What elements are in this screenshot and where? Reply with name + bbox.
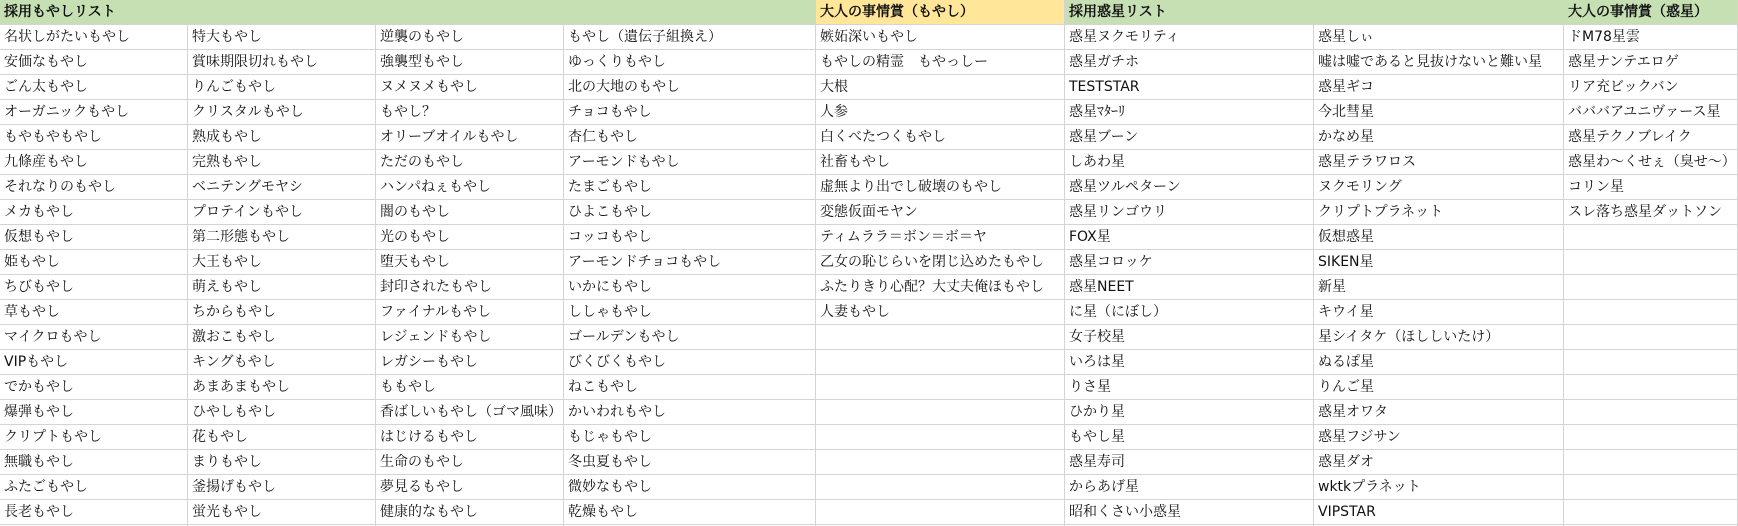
table-cell[interactable]: 釜揚げもやし bbox=[188, 475, 375, 500]
table-cell[interactable]: に星（にぼし） bbox=[1065, 300, 1313, 325]
table-cell[interactable]: 昭和くさい小惑星 bbox=[1065, 500, 1313, 525]
table-cell[interactable]: まりもやし bbox=[188, 450, 375, 475]
header-cell[interactable]: 採用もやしリスト bbox=[0, 0, 187, 25]
table-cell[interactable]: かいわれもやし bbox=[564, 400, 815, 425]
table-cell[interactable]: 激おこもやし bbox=[188, 325, 375, 350]
table-cell[interactable]: あまあまもやし bbox=[188, 375, 375, 400]
table-cell[interactable]: 惑星ガチホ bbox=[1065, 50, 1313, 75]
table-cell[interactable]: 惑星ﾏﾀｰﾘ bbox=[1065, 100, 1313, 125]
table-cell[interactable] bbox=[1564, 500, 1737, 525]
column-2 bbox=[188, 0, 376, 526]
table-cell[interactable]: りんごもやし bbox=[188, 75, 375, 100]
table-cell[interactable]: コッコもやし bbox=[564, 225, 815, 250]
table-cell[interactable] bbox=[1564, 450, 1737, 475]
header-cell[interactable]: 大人の事情賞（惑星） bbox=[1564, 0, 1737, 25]
table-cell[interactable]: キングもやし bbox=[188, 350, 375, 375]
table-cell[interactable] bbox=[1564, 350, 1737, 375]
column-7 bbox=[1314, 0, 1564, 526]
table-cell[interactable]: クリスタルもやし bbox=[188, 100, 375, 125]
table-cell[interactable]: はじけるもやし bbox=[376, 425, 563, 450]
column-1 bbox=[0, 0, 188, 526]
table-cell[interactable]: 乙女の恥じらいを閉じ込めたもやし bbox=[816, 250, 1064, 275]
table-cell[interactable]: 強襲型もやし bbox=[376, 50, 563, 75]
table-cell[interactable]: 堕天もやし bbox=[376, 250, 563, 275]
table-cell[interactable]: 光のもやし bbox=[376, 225, 563, 250]
table-cell[interactable]: 嘘は嘘であると見抜けないと難い星 bbox=[1314, 50, 1563, 75]
table-cell[interactable] bbox=[816, 450, 1064, 475]
table-cell[interactable]: もやし？ bbox=[376, 100, 563, 125]
table-cell[interactable]: 惑星しぃ bbox=[1314, 25, 1563, 50]
table-cell[interactable] bbox=[816, 375, 1064, 400]
table-cell[interactable]: ししゃもやし bbox=[564, 300, 815, 325]
header-cell[interactable] bbox=[1314, 0, 1563, 25]
table-cell[interactable]: 乾燥もやし bbox=[564, 500, 815, 525]
table-cell[interactable]: 大根 bbox=[816, 75, 1064, 100]
table-cell[interactable]: ただのもやし bbox=[376, 150, 563, 175]
table-cell[interactable]: 第二形態もやし bbox=[188, 225, 375, 250]
table-cell[interactable]: ぬるぽ星 bbox=[1314, 350, 1563, 375]
table-cell[interactable]: ちからもやし bbox=[188, 300, 375, 325]
table-cell[interactable]: しあわ星 bbox=[1065, 150, 1313, 175]
table-cell[interactable]: ヌメヌメもやし bbox=[376, 75, 563, 100]
table-cell[interactable]: コリン星 bbox=[1564, 175, 1737, 200]
table-cell[interactable]: 人妻もやし bbox=[816, 300, 1064, 325]
table-cell[interactable]: いかにもやし bbox=[564, 275, 815, 300]
table-cell[interactable]: 特大もやし bbox=[188, 25, 375, 50]
table-cell[interactable]: 惑星オワタ bbox=[1314, 400, 1563, 425]
table-cell[interactable]: 星シイタケ（ほししいたけ） bbox=[1314, 325, 1563, 350]
table-cell[interactable]: 変態仮面モヤン bbox=[816, 200, 1064, 225]
table-cell[interactable] bbox=[1564, 300, 1737, 325]
table-cell[interactable]: 闇のもやし bbox=[376, 200, 563, 225]
table-cell[interactable] bbox=[816, 400, 1064, 425]
table-cell[interactable]: チョコもやし bbox=[564, 100, 815, 125]
table-cell[interactable]: アーモンドチョコもやし bbox=[564, 250, 815, 275]
table-cell[interactable]: でかもやし bbox=[0, 375, 187, 400]
table-cell[interactable] bbox=[1564, 325, 1737, 350]
table-cell[interactable]: 冬虫夏もやし bbox=[564, 450, 815, 475]
table-cell[interactable]: 仮想惑星 bbox=[1314, 225, 1563, 250]
table-cell[interactable]: からあげ星 bbox=[1065, 475, 1313, 500]
table-cell[interactable]: オリーブオイルもやし bbox=[376, 125, 563, 150]
table-cell[interactable]: アーモンドもやし bbox=[564, 150, 815, 175]
table-cell[interactable] bbox=[1564, 400, 1737, 425]
header-cell[interactable] bbox=[188, 0, 375, 25]
table-cell[interactable]: 惑星ナンテエロゲ bbox=[1564, 50, 1737, 75]
table-cell[interactable] bbox=[1564, 475, 1737, 500]
table-cell[interactable]: 逆襲のもやし bbox=[376, 25, 563, 50]
table-cell[interactable]: リア充ビックバン bbox=[1564, 75, 1737, 100]
table-cell[interactable]: かなめ星 bbox=[1314, 125, 1563, 150]
table-cell[interactable] bbox=[1564, 425, 1737, 450]
table-cell[interactable]: ゴールデンもやし bbox=[564, 325, 815, 350]
table-cell[interactable]: もやもやもやし bbox=[0, 125, 187, 150]
table-cell[interactable]: もやし（遺伝子組換え） bbox=[564, 25, 815, 50]
table-cell[interactable]: FOX星 bbox=[1065, 225, 1313, 250]
table-cell[interactable]: りんご星 bbox=[1314, 375, 1563, 400]
table-cell[interactable]: バババアユニヴァース星 bbox=[1564, 100, 1737, 125]
table-cell[interactable]: 虚無より出でし破壊のもやし bbox=[816, 175, 1064, 200]
column-6 bbox=[1065, 0, 1314, 526]
table-cell[interactable] bbox=[816, 475, 1064, 500]
table-cell[interactable]: りさ星 bbox=[1065, 375, 1313, 400]
table-cell[interactable]: 惑星NEET bbox=[1065, 275, 1313, 300]
table-cell[interactable]: 九條産もやし bbox=[0, 150, 187, 175]
table-cell[interactable]: 生命のもやし bbox=[376, 450, 563, 475]
table-cell[interactable]: VIPもやし bbox=[0, 350, 187, 375]
table-cell[interactable]: ごん太もやし bbox=[0, 75, 187, 100]
table-cell[interactable]: 封印されたもやし bbox=[376, 275, 563, 300]
table-cell[interactable]: 香ばしいもやし（ゴマ風味） bbox=[376, 400, 563, 425]
column-8 bbox=[1564, 0, 1738, 526]
table-cell[interactable]: クリプトもやし bbox=[0, 425, 187, 450]
table-cell[interactable]: レガシーもやし bbox=[376, 350, 563, 375]
table-cell[interactable]: SIKEN星 bbox=[1314, 250, 1563, 275]
table-cell[interactable]: プロテインもやし bbox=[188, 200, 375, 225]
table-cell[interactable]: 嫉妬深いもやし bbox=[816, 25, 1064, 50]
table-cell[interactable]: 蛍光もやし bbox=[188, 500, 375, 525]
table-cell[interactable]: ベニテングモヤシ bbox=[188, 175, 375, 200]
table-cell[interactable]: 完熟もやし bbox=[188, 150, 375, 175]
table-cell[interactable]: ドM78星雲 bbox=[1564, 25, 1737, 50]
table-cell[interactable]: 熟成もやし bbox=[188, 125, 375, 150]
table-cell[interactable] bbox=[816, 500, 1064, 525]
table-cell[interactable]: 惑星コロッケ bbox=[1065, 250, 1313, 275]
table-cell[interactable]: 健康的なもやし bbox=[376, 500, 563, 525]
table-cell[interactable]: スレ落ち惑星ダットソン bbox=[1564, 200, 1737, 225]
table-cell[interactable]: もやしの精霊 もやっしー bbox=[816, 50, 1064, 75]
column-3 bbox=[376, 0, 564, 526]
table-cell[interactable]: たまごもやし bbox=[564, 175, 815, 200]
table-cell[interactable]: ももやし bbox=[376, 375, 563, 400]
table-cell[interactable]: 無職もやし bbox=[0, 450, 187, 475]
table-cell[interactable]: 杏仁もやし bbox=[564, 125, 815, 150]
table-cell[interactable]: 賞味期限切れもやし bbox=[188, 50, 375, 75]
table-cell[interactable]: 爆弾もやし bbox=[0, 400, 187, 425]
table-cell[interactable] bbox=[816, 425, 1064, 450]
table-cell[interactable]: それなりのもやし bbox=[0, 175, 187, 200]
table-cell[interactable]: 白くべたつくもやし bbox=[816, 125, 1064, 150]
table-cell[interactable]: ティムララ＝ボン＝ボ＝ヤ bbox=[816, 225, 1064, 250]
table-cell[interactable]: TESTSTAR bbox=[1065, 75, 1313, 100]
table-cell[interactable]: 姫もやし bbox=[0, 250, 187, 275]
table-cell[interactable]: wktkプラネット bbox=[1314, 475, 1563, 500]
table-cell[interactable]: ファイナルもやし bbox=[376, 300, 563, 325]
table-cell[interactable]: もやし星 bbox=[1065, 425, 1313, 450]
table-cell[interactable]: 今北彗星 bbox=[1314, 100, 1563, 125]
table-cell[interactable]: 惑星テクノブレイク bbox=[1564, 125, 1737, 150]
table-cell[interactable]: レジェンドもやし bbox=[376, 325, 563, 350]
table-cell[interactable] bbox=[1564, 225, 1737, 250]
header-cell[interactable] bbox=[376, 0, 563, 25]
table-cell[interactable]: キウイ星 bbox=[1314, 300, 1563, 325]
table-cell[interactable]: クリプトプラネット bbox=[1314, 200, 1563, 225]
table-cell[interactable]: ひやしもやし bbox=[188, 400, 375, 425]
table-cell[interactable]: 新星 bbox=[1314, 275, 1563, 300]
table-cell[interactable]: びくびくもやし bbox=[564, 350, 815, 375]
table-cell[interactable] bbox=[816, 325, 1064, 350]
table-cell[interactable] bbox=[1564, 275, 1737, 300]
table-cell[interactable]: メカもやし bbox=[0, 200, 187, 225]
table-cell[interactable]: オーガニックもやし bbox=[0, 100, 187, 125]
table-cell[interactable]: 惑星ギコ bbox=[1314, 75, 1563, 100]
table-cell[interactable]: ゆっくりもやし bbox=[564, 50, 815, 75]
table-cell[interactable]: 惑星ツルペターン bbox=[1065, 175, 1313, 200]
table-cell[interactable]: 社畜もやし bbox=[816, 150, 1064, 175]
table-cell[interactable]: 大王もやし bbox=[188, 250, 375, 275]
table-cell[interactable]: いろは星 bbox=[1065, 350, 1313, 375]
header-cell[interactable] bbox=[564, 0, 815, 25]
table-cell[interactable]: ひかり星 bbox=[1065, 400, 1313, 425]
table-cell[interactable] bbox=[816, 350, 1064, 375]
table-cell[interactable]: ちびもやし bbox=[0, 275, 187, 300]
table-cell[interactable]: 惑星フジサン bbox=[1314, 425, 1563, 450]
table-cell[interactable]: 安価なもやし bbox=[0, 50, 187, 75]
table-cell[interactable]: ねこもやし bbox=[564, 375, 815, 400]
column-5 bbox=[816, 0, 1065, 526]
table-cell[interactable]: VIPSTAR bbox=[1314, 500, 1563, 525]
table-cell[interactable] bbox=[1564, 250, 1737, 275]
table-cell[interactable]: 惑星リンゴウリ bbox=[1065, 200, 1313, 225]
table-cell[interactable]: 惑星ヌクモリティ bbox=[1065, 25, 1313, 50]
table-cell[interactable]: ハンパねぇもやし bbox=[376, 175, 563, 200]
table-cell[interactable]: 長老もやし bbox=[0, 500, 187, 525]
table-cell[interactable]: ふたりきり心配？大丈夫俺ほもやし bbox=[816, 275, 1064, 300]
header-cell[interactable]: 採用惑星リスト bbox=[1065, 0, 1313, 25]
table-cell[interactable] bbox=[1564, 375, 1737, 400]
column-4 bbox=[564, 0, 816, 526]
table-cell[interactable]: 北の大地のもやし bbox=[564, 75, 815, 100]
table-cell[interactable]: 惑星寿司 bbox=[1065, 450, 1313, 475]
table-cell[interactable]: ヌクモリング bbox=[1314, 175, 1563, 200]
table-cell[interactable]: 惑星わ～くせぇ（臭せ～） bbox=[1564, 150, 1737, 175]
table-cell[interactable]: 人参 bbox=[816, 100, 1064, 125]
table-cell[interactable]: 仮想もやし bbox=[0, 225, 187, 250]
table-cell[interactable]: マイクロもやし bbox=[0, 325, 187, 350]
table-cell[interactable]: 夢見るもやし bbox=[376, 475, 563, 500]
table-cell[interactable]: ふたごもやし bbox=[0, 475, 187, 500]
table-cell[interactable]: 草もやし bbox=[0, 300, 187, 325]
table-cell[interactable]: 萌えもやし bbox=[188, 275, 375, 300]
table-cell[interactable]: 名状しがたいもやし bbox=[0, 25, 187, 50]
table-cell[interactable]: 花もやし bbox=[188, 425, 375, 450]
table-cell[interactable]: 女子校星 bbox=[1065, 325, 1313, 350]
header-cell[interactable]: 大人の事情賞（もやし） bbox=[816, 0, 1064, 25]
table-cell[interactable]: 微妙なもやし bbox=[564, 475, 815, 500]
table-cell[interactable]: 惑星ブーン bbox=[1065, 125, 1313, 150]
table-cell[interactable]: ひよこもやし bbox=[564, 200, 815, 225]
table-cell[interactable]: 惑星ダオ bbox=[1314, 450, 1563, 475]
table-cell[interactable]: 惑星テラワロス bbox=[1314, 150, 1563, 175]
table-cell[interactable]: もじゃもやし bbox=[564, 425, 815, 450]
